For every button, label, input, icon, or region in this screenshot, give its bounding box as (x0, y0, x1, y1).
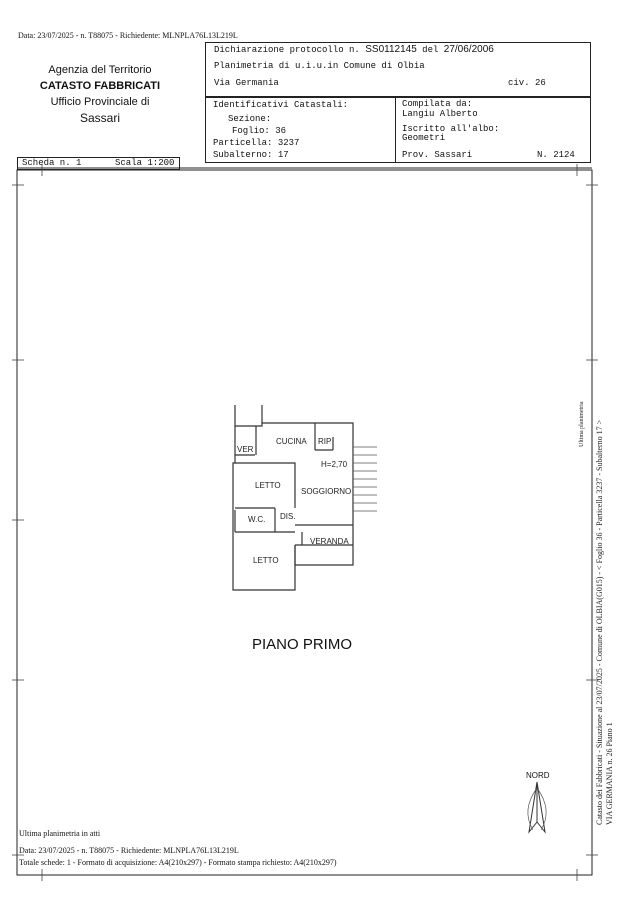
province-label: Prov. Sassari (402, 150, 473, 160)
cadastral-title: Identificativi Catastali: (213, 100, 349, 110)
room-dis: DIS. (280, 512, 296, 521)
registration-number: N. 2124 (537, 150, 575, 160)
agency-name: Agenzia del Territorio (48, 64, 152, 76)
header-request-line: Data: 23/07/2025 - n. T88075 - Richiedente: MLNPLA76L13L219L (18, 31, 238, 40)
floor-title: PIANO PRIMO (252, 636, 353, 653)
registered-label: Iscritto all'albo: (402, 124, 500, 134)
floor-plan (215, 395, 390, 600)
room-soggiorno: SOGGIORNO (301, 487, 352, 496)
room-ver: VER (237, 445, 254, 454)
office-label: Ufficio Provinciale di (50, 96, 150, 108)
particella-field: Particella: 3237 (213, 138, 300, 148)
civic-number: civ. 26 (508, 78, 546, 88)
declaration-line: Dichiarazione protocollo n. SS0112145 del 27/06/2006 (214, 44, 494, 55)
footer-last-plan: Ultima planimetria in atti (19, 829, 101, 838)
side-situation-line: Catasto dei Fabbricati - Situazione al 23/07/2025 - Comune di OLBIA(G015) - < Foglio 36 - Particella 3237 - Subalterno 17 > (595, 419, 604, 825)
room-wc: W.C. (248, 515, 266, 524)
north-arrow-icon (515, 780, 559, 840)
catasto-title: CATASTO FABBRICATI (39, 80, 161, 92)
street-name: Via Germania (214, 78, 279, 88)
sezione-field: Sezione: (228, 114, 272, 124)
side-address-line: VIA GERMANIA n. 26 Piano 1 (605, 722, 614, 825)
scheda-number: Scheda n. 1 (22, 158, 82, 168)
office-city: Sassari (79, 111, 120, 125)
room-letto-2: LETTO (253, 556, 279, 565)
room-letto-1: LETTO (255, 481, 281, 490)
footer-format-line: Totale schede: 1 - Formato di acquisizione: A4(210x297) - Formato stampa richiesto: A4(210x297) (19, 858, 337, 867)
north-label: NORD (526, 771, 550, 780)
declaration-date: 27/06/2006 (443, 44, 494, 55)
room-veranda: VERANDA (310, 537, 349, 546)
footer-request-line: Data: 23/07/2025 - n. T88075 - Richiedente: MLNPLA76L13L219L (19, 846, 239, 855)
room-rip: RIP (318, 437, 332, 446)
subalterno-field: Subalterno: 17 (213, 150, 289, 160)
compiled-name: Langiu Alberto (402, 109, 478, 119)
foglio-field: Foglio: 36 (232, 126, 287, 136)
side-stamp: Ultima planimetria (579, 401, 585, 447)
scale-label: Scala 1:200 (115, 158, 175, 168)
registered-value: Geometri (402, 133, 446, 143)
planimetry-line: Planimetria di u.i.u.in Comune di Olbia (214, 61, 425, 71)
declaration-number: SS0112145 (365, 44, 417, 55)
room-cucina: CUCINA (276, 437, 307, 446)
compiled-label: Compilata da: (402, 99, 473, 109)
room-height: H=2,70 (321, 460, 348, 469)
